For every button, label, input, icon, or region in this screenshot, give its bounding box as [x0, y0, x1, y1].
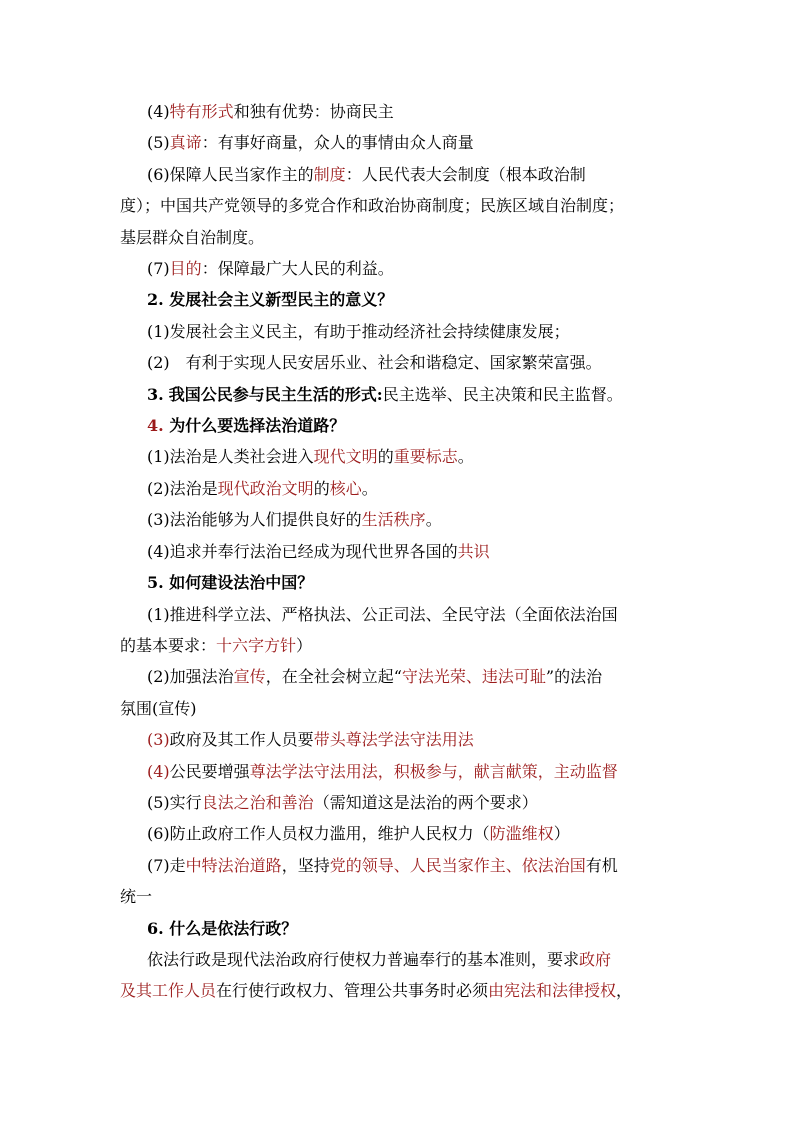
- question-5: 5. 如何建设法治中国？: [147, 573, 314, 593]
- item-6-line1: (6)保障人民当家作主的制度：人民代表大会制度（根本政治制: [147, 164, 586, 184]
- document-page: [120, 96, 680, 1007]
- answer-6-line2: 及其工作人员在行使行政权力、管理公共事务时必须由宪法和法律授权，: [120, 981, 633, 1001]
- question-6: 6. 什么是依法行政？: [147, 918, 298, 938]
- answer-5-1-line2: 的基本要求：十六字方针）: [120, 635, 313, 655]
- answer-4-3: (3)法治能够为人们提供良好的生活秩序。: [147, 510, 442, 530]
- question-2: 2. 发展社会主义新型民主的意义？: [147, 290, 394, 310]
- item-5: (5)真谛：有事好商量，众人的事情由众人商量: [147, 133, 474, 153]
- answer-5-5: (5)实行良法之治和善治（需知道这是法治的两个要求）: [147, 792, 538, 812]
- answer-2-1: (1)发展社会主义民主，有助于推动经济社会持续健康发展；: [147, 321, 570, 341]
- answer-5-2-line1: (2)加强法治宣传，在全社会树立起“守法光荣、违法可耻”的法治: [147, 667, 603, 687]
- answer-5-6: (6)防止政府工作人员权力滥用，维护人民权力（防滥维权）: [147, 824, 570, 844]
- highlight: 制度: [313, 164, 346, 184]
- answer-5-1-line1: (1)推进科学立法、严格执法、公正司法、全民守法（全面依法治国: [147, 604, 618, 624]
- highlight: 真谛: [169, 133, 202, 153]
- answer-5-7-line2: 统一: [120, 887, 153, 907]
- answer-4-1: (1)法治是人类社会进入现代文明的重要标志。: [147, 447, 474, 467]
- item-6-line3: 基层群众自治制度。: [120, 227, 265, 247]
- answer-6-line1: 依法行政是现代法治政府行使权力普遍奉行的基本准则，要求政府: [147, 949, 612, 969]
- item-7: (7)目的：保障最广大人民的利益。: [147, 259, 394, 279]
- answer-2-2: (2) 有利于实现人民安居乐业、社会和谐稳定、国家繁荣富强。: [147, 353, 602, 373]
- question-3: 3. 我国公民参与民主生活的形式:民主选举、民主决策和民主监督。: [147, 384, 623, 404]
- answer-4-4: (4)追求并奉行法治已经成为现代世界各国的共识: [147, 541, 490, 561]
- highlight: 特有形式: [169, 102, 234, 121]
- answer-4-2: (2)法治是现代政治文明的核心。: [147, 478, 378, 498]
- answer-5-7-line1: (7)走中特法治道路，坚持党的领导、人民当家作主、依法治国有机: [147, 855, 618, 875]
- question-4: 4. 为什么要选择法治道路？: [147, 416, 346, 436]
- answer-5-4: (4)公民要增强尊法学法守法用法，积极参与，献言献策，主动监督: [147, 761, 618, 781]
- answer-5-3: (3)政府及其工作人员要带头尊法学法守法用法: [147, 730, 474, 750]
- highlight: 目的: [169, 259, 202, 279]
- answer-5-2-line2: 氛围(宣传): [120, 698, 197, 718]
- item-4: (4)特有形式和独有优势：协商民主: [147, 102, 394, 121]
- item-6-line2: 度）；中国共产党领导的多党合作和政治协商制度；民族区域自治制度；: [120, 196, 625, 216]
